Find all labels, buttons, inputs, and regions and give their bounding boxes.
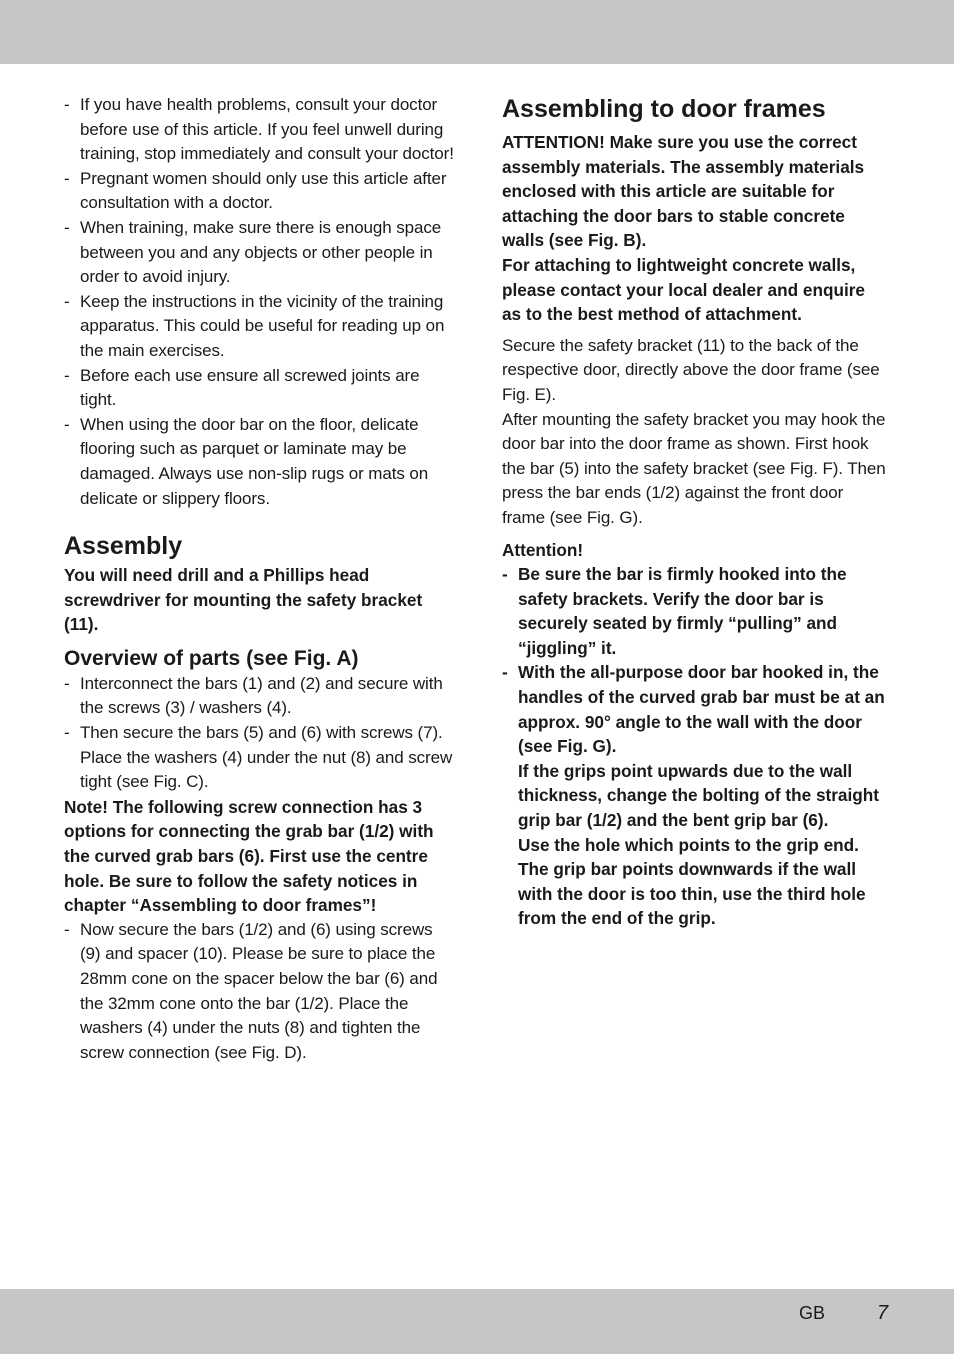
door-frames-heading: Assembling to door frames	[502, 95, 826, 123]
list-item: - Before each use ensure all screwed joints are tight.	[64, 364, 454, 413]
list-item	[502, 660, 888, 931]
attention-list	[502, 562, 888, 931]
page-number: 7	[877, 1302, 889, 1324]
list-item: - When training, make sure there is enough space between you and any objects or other people in order to avoid injury.	[64, 216, 454, 290]
list-item: - When using the door bar on the floor, delicate flooring such as parquet or laminate may be damaged. Always use non-slip rugs or mats on delicate or slippery floors.	[64, 413, 454, 511]
list-item-text: - With the all-purpose door bar hooked in, the handles of the curved grab bar must be at an approx. 90° angle to the wall with the door (see Fig. G).	[518, 662, 885, 757]
mounting-paragraph-2: After mounting the safety bracket you may hook the door bar into the door frame as shown. First hook the bar (5) into the safety bracket (see Fig. F). Then press the bar ends (1/2) against the front door frame (see Fig. G).	[502, 409, 886, 527]
list-item: - Pregnant women should only use this article after consultation with a doctor.	[64, 167, 454, 216]
note-text: Note! The following screw connection has 3 options for connecting the grab bar (1/2) with the curved grab bars (6). First use the centre hole. Be sure to follow the safety notices in chapter “Assembling to door frames”!	[64, 796, 434, 916]
list-item-text: - Be sure the bar is firmly hooked into the safety brackets. Verify the door bar is securely seated by firmly “pulling” and “jiggling” it.	[518, 564, 847, 658]
list-item-text: Use the hole which points to the grip end.	[518, 834, 859, 855]
right-column	[502, 92, 888, 931]
list-item: - Now secure the bars (1/2) and (6) using screws (9) and spacer (10). Please be sure to place the 28mm cone on the spacer below the bar (6) and the 32mm cone onto the bar (1/2). Place the washers (4) under the nuts (8) and tighten the screw connection (see Fig. D).	[64, 918, 454, 1066]
overview-heading: Overview of parts (see Fig. A)	[64, 646, 359, 670]
header-band	[0, 0, 954, 64]
overview-list	[64, 672, 454, 795]
list-item: - Then secure the bars (5) and (6) with screws (7). Place the washers (4) under the nut (8) and screw tight (see Fig. C).	[64, 721, 454, 795]
list-item: - Interconnect the bars (1) and (2) and secure with the screws (3) / washers (4).	[64, 672, 454, 721]
list-item-text: The grip bar points downwards if the wall with the door is too thin, use the third hole from the end of the grip.	[518, 859, 866, 929]
attention-text-1: ATTENTION! Make sure you use the correct assembly materials. The assembly materials enclosed with this article are suitable for attaching the door bars to stable concrete walls (see Fig. B).	[502, 132, 865, 251]
assembly-heading: Assembly	[64, 532, 183, 561]
final-list	[64, 918, 454, 1066]
list-item-text: If the grips point upwards due to the wall thickness, change the bolting of the straight grip bar (1/2) and the bent grip bar (6).	[518, 760, 879, 831]
safety-list	[64, 93, 454, 511]
mounting-paragraph-1: Secure the safety bracket (11) to the back of the respective door, directly above the door frame (see Fig. E).	[502, 335, 880, 404]
language-code: GB	[799, 1303, 826, 1323]
attention-label: Attention!	[502, 539, 584, 560]
left-column	[64, 92, 454, 1065]
assembly-intro: You will need drill and a Phillips head screwdriver for mounting the safety bracket (11).	[64, 565, 423, 635]
attention-text-2: For attaching to lightweight concrete walls, please contact your local dealer and enquire as to the best method of attachment.	[502, 254, 865, 325]
list-item	[502, 562, 888, 660]
list-item: - If you have health problems, consult your doctor before use of this article. If you feel unwell during training, stop immediately and consult your doctor!	[64, 93, 454, 167]
list-item: - Keep the instructions in the vicinity of the training apparatus. This could be useful for reading up on the main exercises.	[64, 290, 454, 364]
